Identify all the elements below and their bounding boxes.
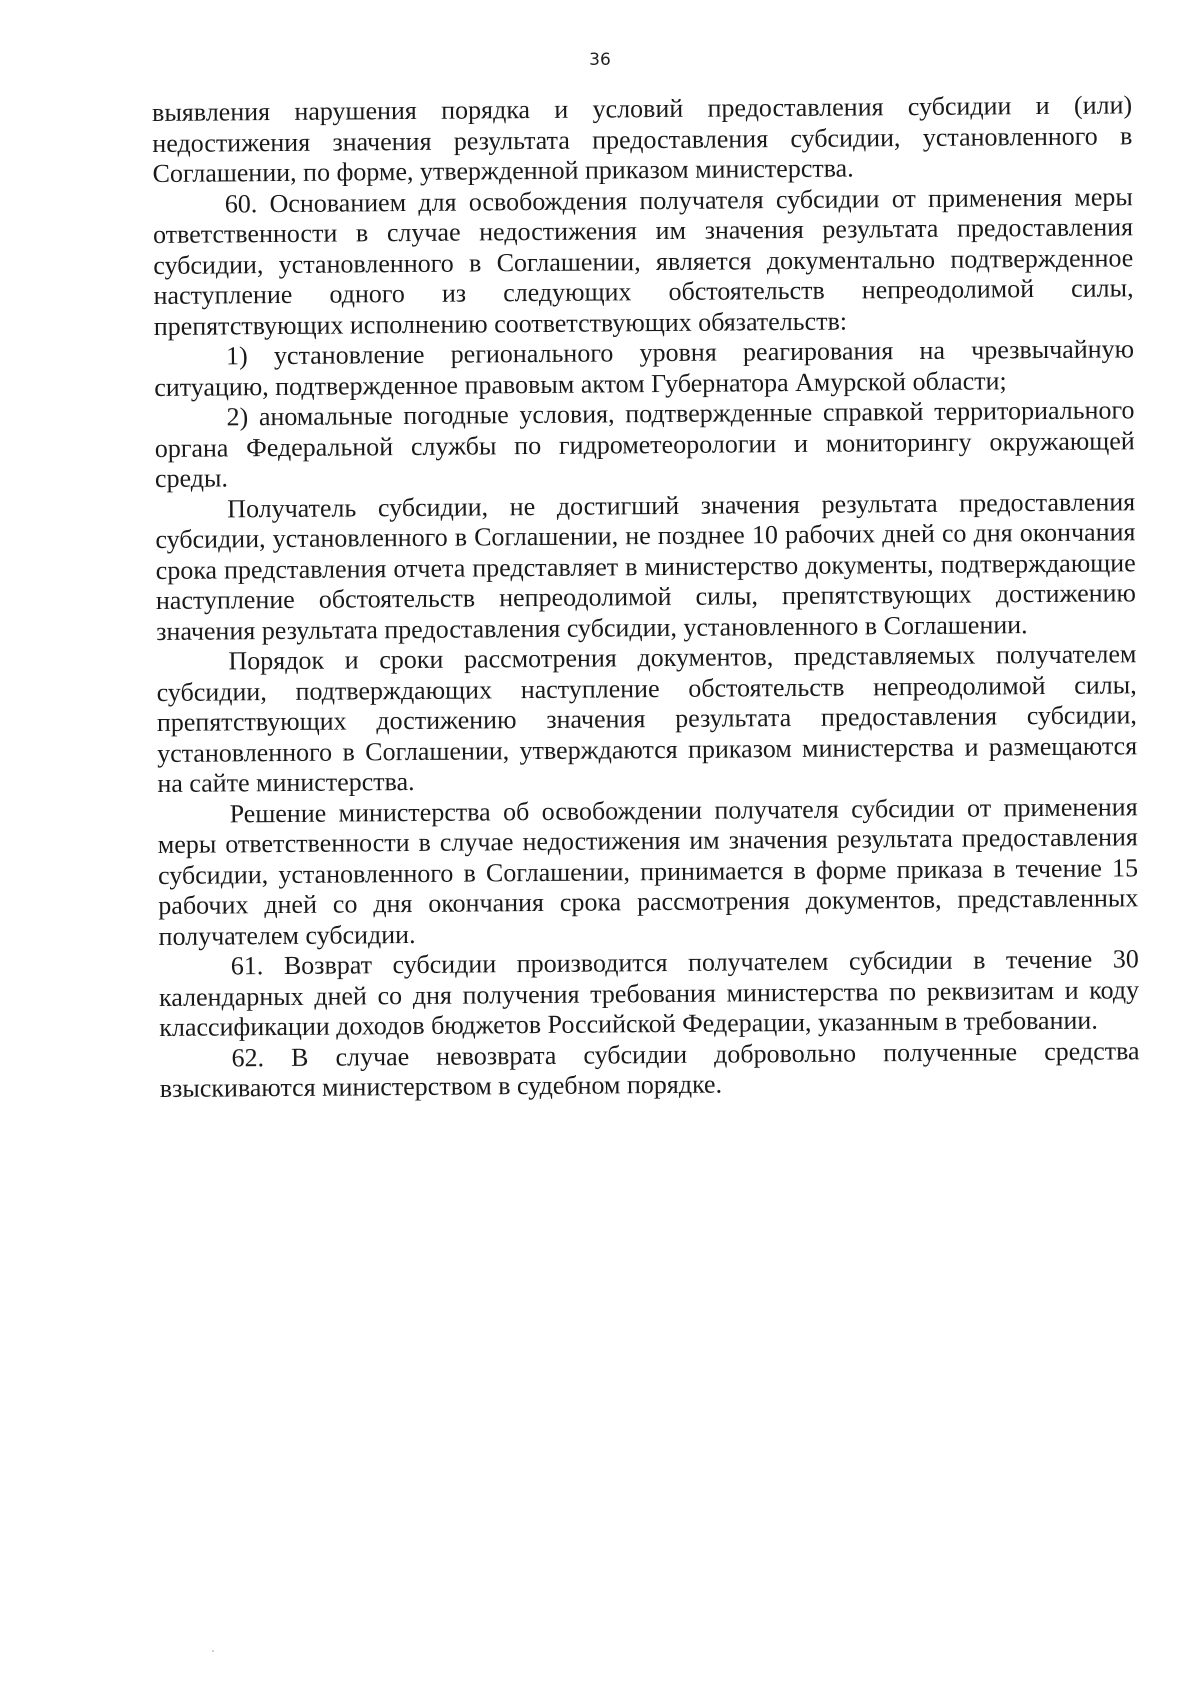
paragraph-text: аномальные погодные условия, подтвержденные справкой территориального органа Федеральной службы по гидрометеорологии и мониторингу окружающей среды. <box>154 395 1135 493</box>
paragraph-subitem-2 <box>154 395 1135 494</box>
paragraph-clause-60 <box>153 182 1134 342</box>
paragraph-review-procedure <box>156 639 1137 799</box>
page-number: 36 <box>589 50 611 70</box>
paragraph-text: В случае невозврата субсидии добровольно полученные средства взыскиваются министерством в судебном порядке. <box>159 1035 1140 1103</box>
clause-number: 61. <box>230 951 264 981</box>
document-body <box>152 90 1140 1104</box>
paragraph-clause-61 <box>159 944 1140 1043</box>
paragraph-text: выявления нарушения порядка и условий предоставления субсидии и (или) недостижения значения результата предоставления субсидии, установленного в Соглашении, по форме, утвержденной приказом министерства. <box>152 90 1133 188</box>
paragraph-text: Порядок и сроки рассмотрения документов, представляемых получателем субсидии, подтверждающих наступление обстоятельств непреодолимой силы, препятствующих достижению значения результата предоставления субсидии, установленного в Соглашении, утверждаются приказом министерства и размещаются на сайте министерства. <box>156 639 1138 798</box>
subitem-number: 2) <box>226 402 249 432</box>
paragraph-text: Получатель субсидии, не достигший значения результата предоставления субсидии, установленного в Соглашении, не позднее 10 рабочих дней со дня окончания срока представления отчета представляет в министерство документы, подтверждающие наступление обстоятельств непреодолимой силы, препятствующих достижению значения результата предоставления субсидии, установленного в Соглашении. <box>155 486 1137 646</box>
scan-artifact <box>212 1650 214 1652</box>
paragraph-clause-62 <box>159 1036 1139 1105</box>
paragraph-text: установление регионального уровня реагирования на чрезвычайную ситуацию, подтвержденное правовым актом Губернатора Амурской области; <box>154 334 1135 402</box>
paragraph-recipient-documents <box>155 487 1136 647</box>
paragraph-text: Возврат субсидии производится получателем субсидии в течение 30 календарных дней со дня получения требования министерства по реквизитам и коду классификации доходов бюджетов Российской Федерации, указанным в требовании. <box>158 944 1140 1042</box>
subitem-number: 1) <box>225 341 248 371</box>
paragraph-ministry-decision <box>158 792 1139 952</box>
paragraph-continuation <box>152 90 1133 189</box>
paragraph-text: Основанием для освобождения получателя субсидии от применения меры ответственности в случае недостижения им значения результата предоставления субсидии, установленного в Соглашении, является документально подтвержденное наступление одного из следующих обстоятельств непреодолимой силы, препятствующих исполнению соответствующих обязательств: <box>152 181 1134 341</box>
clause-number: 60. <box>224 188 258 218</box>
paragraph-subitem-1 <box>154 334 1134 403</box>
paragraph-text: Решение министерства об освобождении получателя субсидии от применения меры ответственности в случае недостижения им значения результата предоставления субсидии, установленного в Соглашении, принимается в форме приказа в течение 15 рабочих дней со дня окончания срока рассмотрения документов, представленных получателем субсидии. <box>157 791 1139 951</box>
clause-number: 62. <box>231 1042 265 1072</box>
